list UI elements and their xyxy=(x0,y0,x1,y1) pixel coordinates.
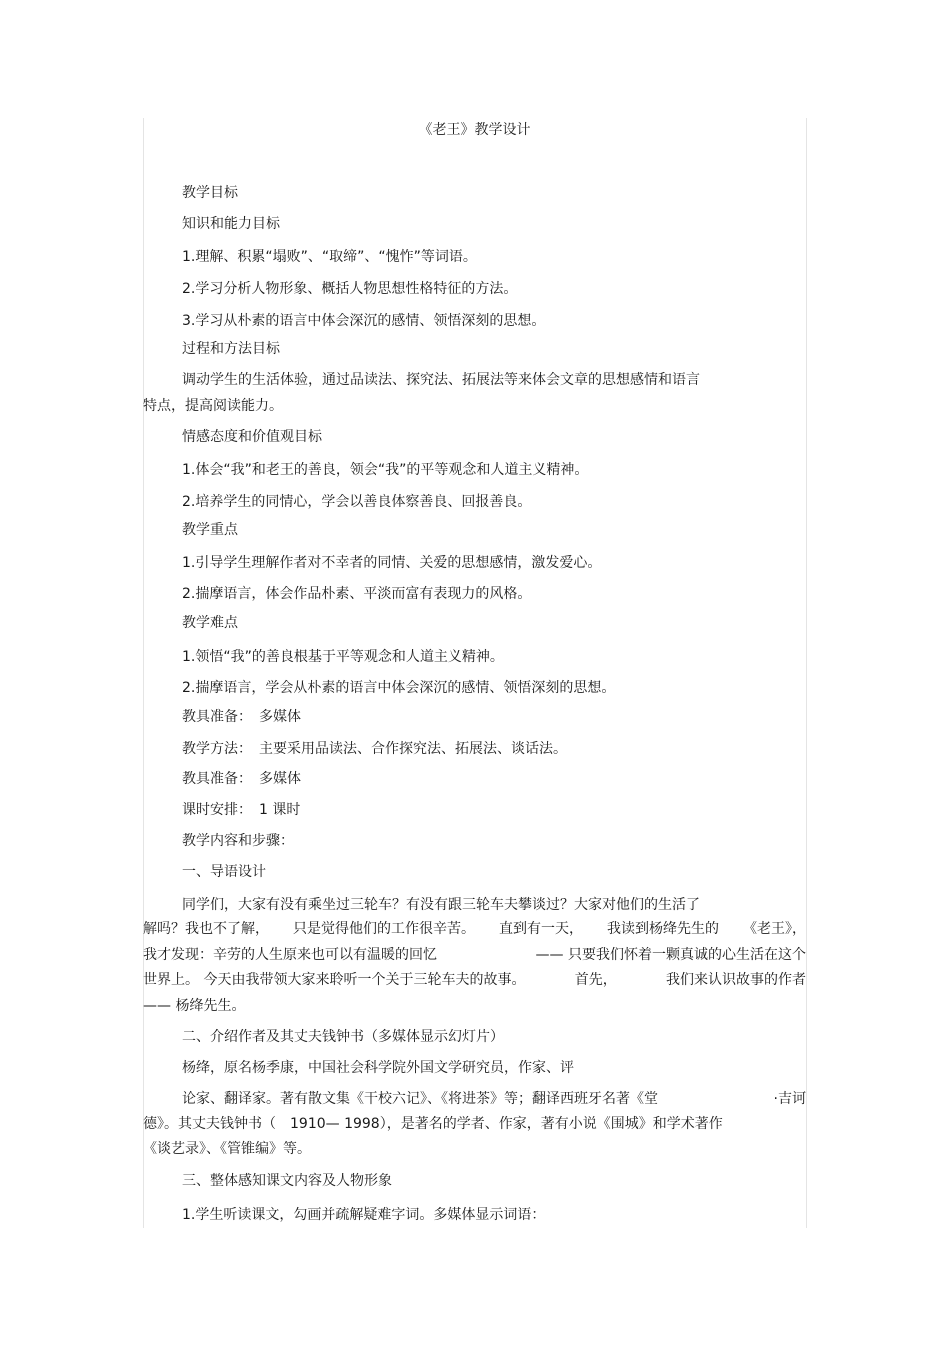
teaching-aids-1: 教具准备： 多媒体 xyxy=(182,709,301,725)
steps-heading: 教学内容和步骤： xyxy=(182,833,294,849)
heading-key-points: 教学重点 xyxy=(182,522,238,538)
text-segment: 世界上。 今天由我带领大家来聆听一个关于三轮车夫的故事。 xyxy=(143,972,526,988)
intro-paragraph-line-5: —— 杨绛先生。 xyxy=(143,998,246,1014)
text-segment: 解吗？我也不了解， xyxy=(143,921,269,937)
subheading-knowledge: 知识和能力目标 xyxy=(182,216,280,232)
text-segment: 我读到杨绛先生的 xyxy=(607,921,719,937)
difficult-point-1: 1.领悟“我”的善良根基于平等观念和人道主义精神。 xyxy=(182,649,504,665)
process-text-line-1: 调动学生的生活体验，通过品读法、探究法、拓展法等来体会文章的思想感情和语言 xyxy=(182,372,700,388)
subheading-emotion: 情感态度和价值观目标 xyxy=(182,429,322,445)
teaching-methods: 教学方法： 主要采用品读法、合作探究法、拓展法、谈话法。 xyxy=(182,741,567,757)
subheading-process: 过程和方法目标 xyxy=(182,341,280,357)
author-paragraph-line-2 xyxy=(182,1089,806,1109)
author-paragraph-line-4: 《谈艺录》、《管锥编》等。 xyxy=(143,1141,311,1157)
knowledge-item-3: 3.学习从朴素的语言中体会深沉的感情、领悟深刻的思想。 xyxy=(182,313,546,329)
knowledge-item-2: 2.学习分析人物形象、概括人物思想性格特征的方法。 xyxy=(182,281,518,297)
page-border-left xyxy=(143,118,144,1228)
intro-paragraph-line-3 xyxy=(143,945,806,965)
document-title: 《老王》教学设计 xyxy=(418,122,531,138)
text-segment: 我们来认识故事的作者 xyxy=(665,972,806,988)
text-segment: 直到有一天， xyxy=(499,921,583,937)
text-segment: ·吉诃 xyxy=(773,1091,806,1107)
author-paragraph-line-3: 德》。其丈夫钱钟书（ 1910— 1998），是著名的学者、作家，著有小说《围城》和学术著作 xyxy=(143,1116,723,1132)
difficult-point-2: 2.揣摩语言，学会从朴素的语言中体会深沉的感情、领悟深刻的思想。 xyxy=(182,680,616,696)
key-point-2: 2.揣摩语言，体会作品朴素、平淡而富有表现力的风格。 xyxy=(182,586,532,602)
text-segment: 我才发现：辛劳的人生原来也可以有温暖的回忆 xyxy=(143,947,437,963)
section-1-heading: 一、导语设计 xyxy=(182,864,266,880)
text-segment: 只是觉得他们的工作很辛苦。 xyxy=(293,921,475,937)
knowledge-item-1: 1.理解、积累“塌败”、“取缔”、“愧怍”等词语。 xyxy=(182,249,477,265)
text-segment: 论家、翻译家。著有散文集《干校六记》、《将进茶》等；翻译西班牙名著《堂 xyxy=(182,1091,658,1107)
heading-difficult-points: 教学难点 xyxy=(182,615,238,631)
key-point-1: 1.引导学生理解作者对不幸者的同情、关爱的思想感情，激发爱心。 xyxy=(182,555,602,571)
heading-objectives: 教学目标 xyxy=(182,185,238,201)
text-segment: —— 只要我们怀着一颗真诚的心生活在这个 xyxy=(535,947,806,963)
text-segment: 《老王》， xyxy=(743,921,806,937)
author-paragraph-line-1: 杨绛，原名杨季康，中国社会科学院外国文学研究员，作家、评 xyxy=(182,1060,574,1076)
emotion-item-1: 1.体会“我”和老王的善良，领会“我”的平等观念和人道主义精神。 xyxy=(182,462,589,478)
intro-paragraph-line-2 xyxy=(143,919,806,939)
section-2-heading: 二、介绍作者及其丈夫钱钟书（多媒体显示幻灯片） xyxy=(182,1029,504,1045)
section-3-heading: 三、整体感知课文内容及人物形象 xyxy=(182,1173,392,1189)
intro-paragraph-line-1: 同学们，大家有没有乘坐过三轮车？有没有跟三轮车夫攀谈过？大家对他们的生活了 xyxy=(182,897,700,913)
text-segment: 首先， xyxy=(574,972,617,988)
teaching-aids-2: 教具准备： 多媒体 xyxy=(182,771,301,787)
page-border-right xyxy=(806,118,807,1228)
task-item-1: 1.学生听读课文，勾画并疏解疑难字词。多媒体显示词语： xyxy=(182,1207,546,1223)
emotion-item-2: 2.培养学生的同情心，学会以善良体察善良、回报善良。 xyxy=(182,494,532,510)
intro-paragraph-line-4 xyxy=(143,970,806,990)
class-hours: 课时安排： 1 课时 xyxy=(182,802,301,818)
process-text-line-2: 特点，提高阅读能力。 xyxy=(143,398,283,414)
